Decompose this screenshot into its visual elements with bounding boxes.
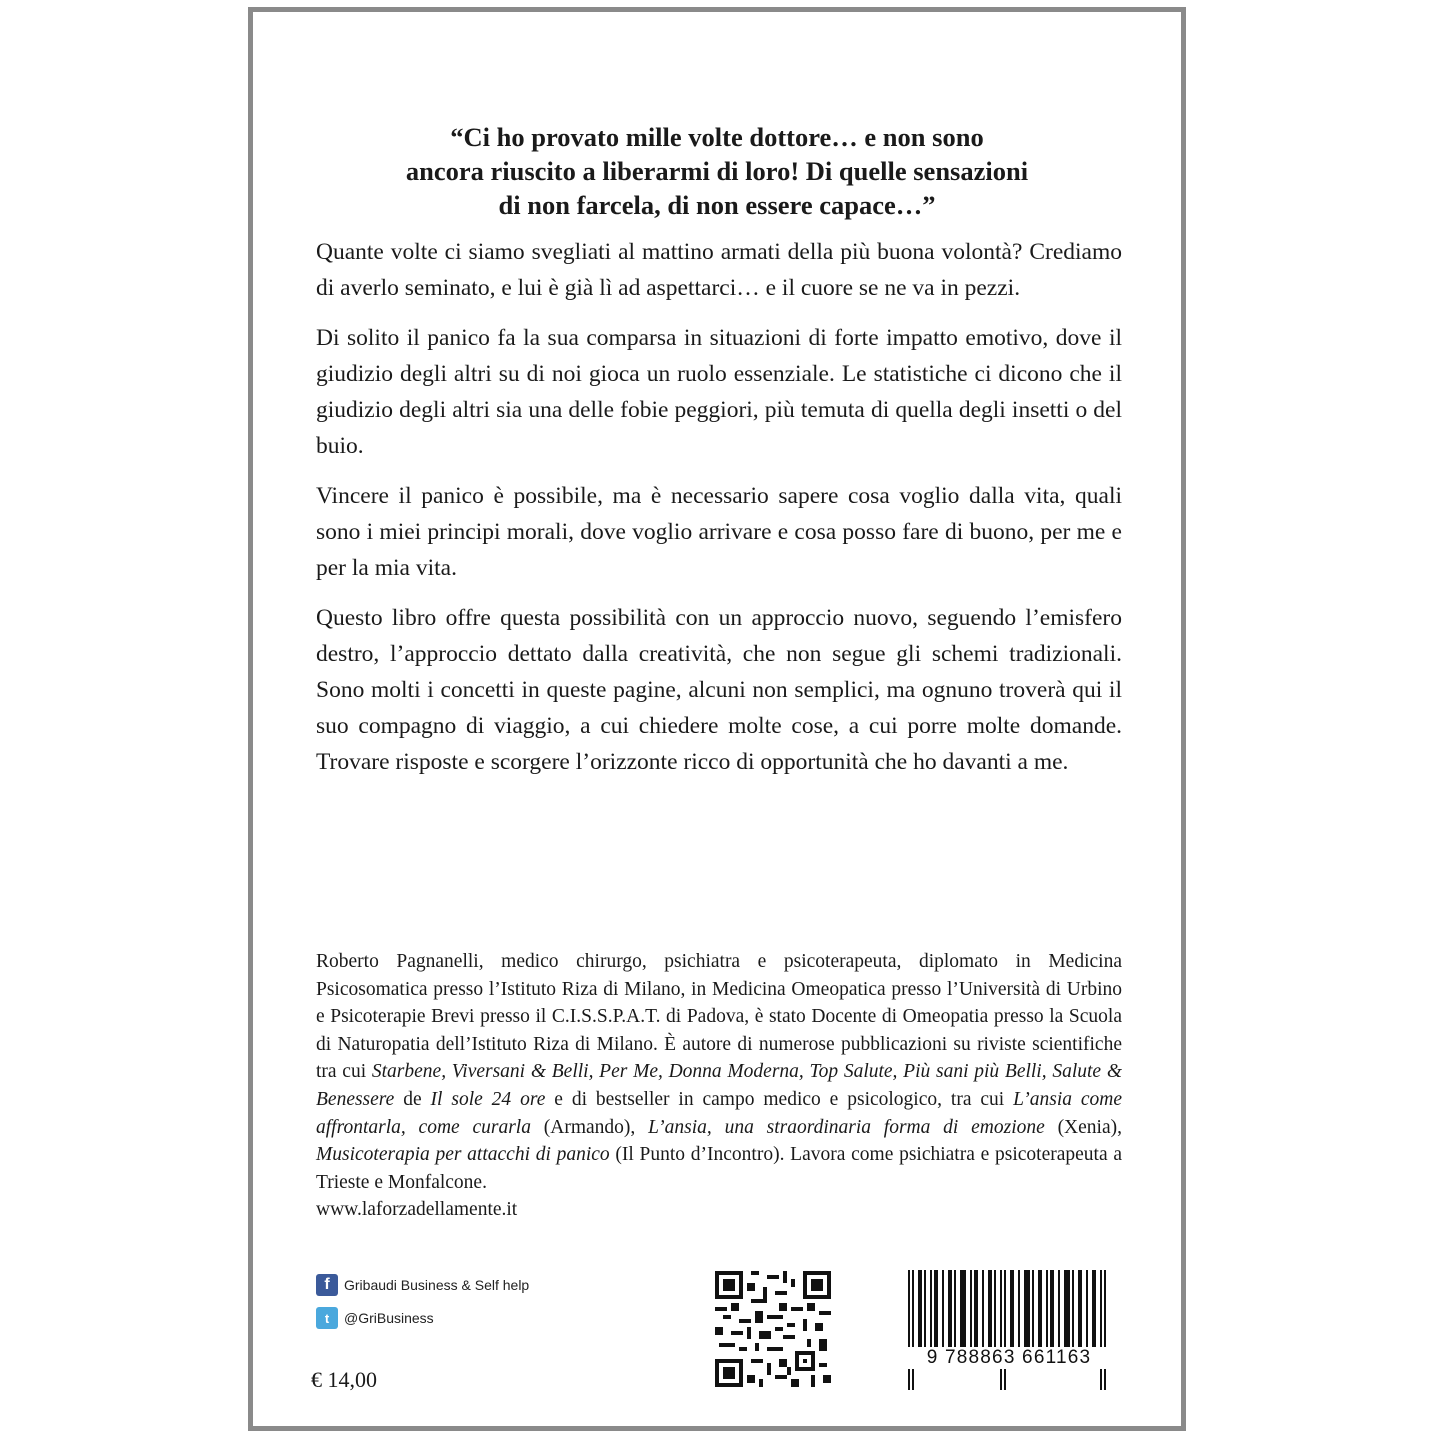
bio-text: de [394,1088,431,1110]
blurb [316,234,1122,794]
book-back-cover [248,7,1186,1431]
facebook-icon: f [316,1274,338,1296]
facebook-label: Gribaudi Business & Self help [344,1277,530,1293]
blurb-paragraph: Questo libro offre questa possibilità con un approccio nuovo, seguendo l’emisfero destro, l’approccio dettato dalla creatività, che non segue gli schemi tradizionali. Sono molti i concetti in queste pagine, alcuni non semplici, ma ognuno troverà qui il suo compagno di viaggio, a cui chiedere molte cose, a cui porre molte domande. Trovare risposte e scorgere l’orizzonte ricco di opportunità che ho davanti a me. [316,605,1122,775]
author-website-link[interactable]: www.laforzadellamente.it [316,1199,518,1221]
price: € 14,00 [311,1367,377,1392]
bio-text: (Il Punto d’Incontro). Lavora come psichiatra e psicoterapeuta a Trieste e Monfalcone. [316,1144,1122,1193]
bio-book-title: Musicoterapia per attacchi di panico [316,1144,610,1166]
bio-text: (Xenia), [1044,1116,1122,1138]
quote-line: di non farcela, di non essere capace…” [498,190,936,220]
bio-text: (Armando), [530,1116,649,1138]
bio-book-title: L’ansia, una straordinaria forma di emozione [648,1116,1045,1138]
bio-book-title: L’ansia come affrontarla, come curarla [316,1088,1123,1138]
blurb-paragraph: Quante volte ci siamo svegliati al mattino armati della più buona volontà? Crediamo di averlo seminato, e lui è già lì ad aspettarci… e il cuore se ne va in pezzi. [316,239,1122,301]
author-bio [316,948,1122,1224]
bio-newspaper: Il sole 24 ore [430,1088,546,1110]
twitter-link[interactable] [316,1307,434,1329]
bio-text: e di bestseller in campo medico e psicologico, tra cui [545,1088,1014,1110]
facebook-link[interactable] [316,1274,529,1296]
quote-line: “Ci ho provato mille volte dottore… e non sono [450,122,984,152]
quote-line: ancora riuscito a liberarmi di loro! Di quelle sensazioni [405,156,1029,186]
barcode-icon [904,1270,1112,1390]
blurb-paragraph: Di solito il panico fa la sua comparsa in situazioni di forte impatto emotivo, dove il giudizio degli altri su di noi gioca un ruolo essenziale. Le statistiche ci dicono che il giudizio degli altri sia una delle fobie peggiori, più temuta di quella degli insetti o del buio. [316,325,1122,459]
qr-code-icon [715,1271,831,1387]
isbn-number: 9 788863 661163 [904,1347,1114,1369]
twitter-label: @GriBusiness [344,1310,434,1326]
bio-text: Roberto Pagnanelli, medico chirurgo, psichiatra e psicoterapeuta, diplomato in Medicina Psicosomatica presso l’Istituto Riza di Milano, in Medicina Omeopatica presso l’Università di Urbino e Psicoterapie Brevi presso il C.I.S.S.P.A.T. di Padova, è stato Docente di Omeopatia presso la Scuola di Naturopatia dell’Istituto Riza di Milano. È autore di numerose pubblicazioni su riviste scientifiche tra cui [316,951,1122,1083]
cover-quote [253,120,1181,222]
twitter-icon: t [316,1307,338,1329]
blurb-paragraph: Vincere il panico è possibile, ma è necessario sapere cosa voglio dalla vita, quali sono i miei principi morali, dove voglio arrivare e cosa posso fare di buono, per me e per la mia vita. [316,483,1122,581]
bio-magazines: Starbene, Viversani & Belli, Per Me, Donna Moderna, Top Salute, Più sani più Belli, Salute & Benessere [316,1061,1122,1110]
